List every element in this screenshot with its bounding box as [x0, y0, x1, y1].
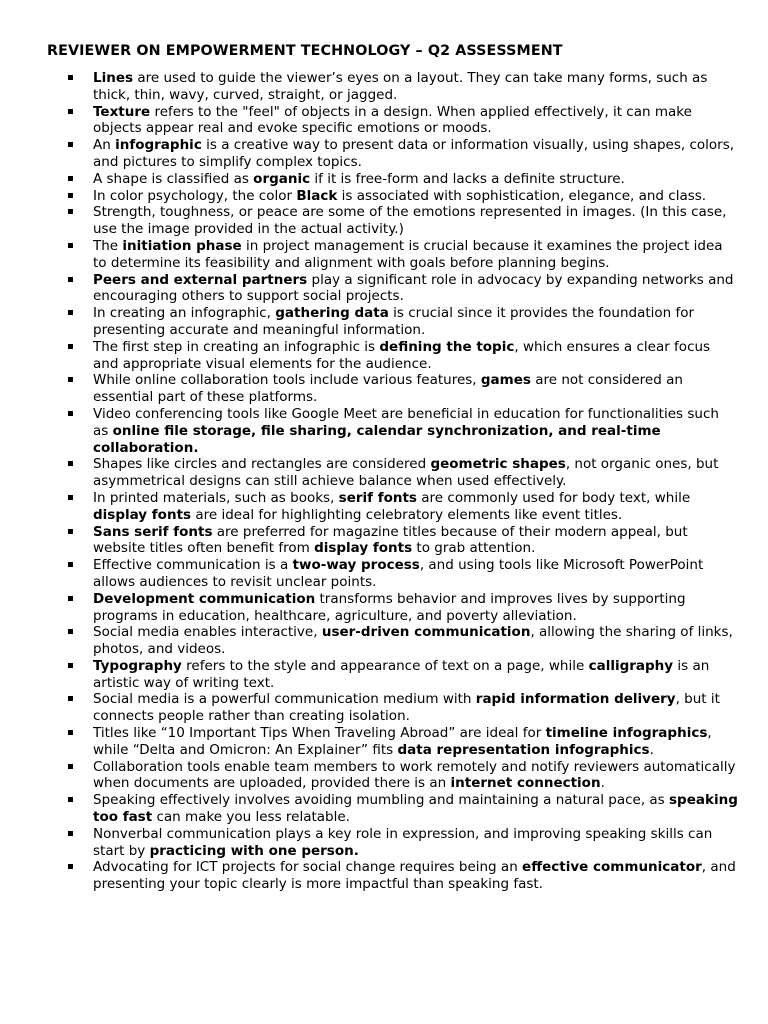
item-text: Effective communication is a	[93, 557, 293, 574]
bold-term: user-driven communication	[321, 624, 531, 641]
bullet-icon	[68, 696, 73, 701]
item-text: The	[93, 237, 123, 254]
list-item	[47, 372, 738, 406]
bullet-icon	[68, 529, 73, 534]
bullet-icon	[68, 243, 73, 248]
bullet-icon	[68, 193, 73, 198]
item-text: is associated with sophistication, elegance, and class.	[337, 187, 707, 204]
item-text: in project management is crucial because it examines the project idea to determine its feasibility and alignment with goals before planning begins.	[93, 237, 723, 271]
item-text: Social media enables interactive,	[93, 624, 322, 641]
bullet-icon	[68, 109, 73, 114]
list-item	[47, 557, 738, 591]
bold-term: rapid information delivery	[475, 691, 676, 708]
item-text: transforms behavior and improves lives by supporting programs in education, healthcare, agriculture, and poverty alleviation.	[93, 590, 686, 624]
list-item	[47, 759, 738, 793]
list-item	[47, 490, 738, 524]
list-item	[47, 691, 738, 725]
bullet-icon	[68, 461, 73, 466]
item-text: are commonly used for body text, while	[416, 489, 691, 506]
item-text: .	[649, 741, 654, 758]
item-text: Shapes like circles and rectangles are considered	[93, 456, 431, 473]
bold-term: defining the topic	[379, 338, 515, 355]
bullet-icon	[68, 495, 73, 500]
bold-term: initiation phase	[122, 237, 242, 254]
bold-term: geometric shapes	[430, 456, 566, 473]
list-item	[47, 238, 738, 272]
list-item	[47, 204, 738, 238]
item-text: are not considered an essential part of these platforms.	[93, 372, 683, 406]
item-text: , but it connects people rather than creating isolation.	[93, 691, 720, 725]
item-text: In color psychology, the color	[93, 187, 297, 204]
bold-term: gathering data	[275, 305, 389, 322]
bullet-icon	[68, 596, 73, 601]
bullet-icon	[68, 344, 73, 349]
list-item	[47, 104, 738, 138]
item-text: , allowing the sharing of links, photos, and videos.	[93, 624, 733, 658]
item-text: are preferred for magazine titles because of their modern appeal, but website titles often benefit from	[93, 523, 688, 557]
bold-term: display fonts	[93, 506, 192, 523]
bold-term: Sans serif fonts	[93, 523, 213, 540]
list-item	[47, 859, 738, 893]
bold-term: games	[480, 372, 531, 389]
item-text: In creating an infographic,	[93, 305, 276, 322]
list-item	[47, 188, 738, 205]
bullet-icon	[68, 764, 73, 769]
bold-term: serif fonts	[338, 489, 417, 506]
item-text: is a creative way to present data or information visually, using shapes, colors, and pictures to simplify complex topics.	[93, 137, 735, 170]
item-text: , and using tools like Microsoft PowerPoint allows audiences to revisit unclear points.	[93, 557, 704, 590]
bold-term: practicing with one person.	[149, 842, 359, 859]
bullet-icon	[68, 411, 73, 416]
item-text: Speaking effectively involves avoiding mumbling and maintaining a natural pace, as	[93, 792, 670, 809]
item-text: is an artistic way of writing text.	[93, 657, 710, 691]
item-text: While online collaboration tools include various features,	[93, 372, 481, 389]
bullet-icon	[68, 176, 73, 181]
bullet-icon	[68, 562, 73, 567]
bullet-icon	[68, 75, 73, 80]
bold-term: calligraphy	[588, 657, 674, 674]
list-item	[47, 70, 738, 104]
list-item	[47, 624, 738, 658]
item-text: , and presenting your topic clearly is more impactful than speaking fast.	[93, 859, 736, 893]
item-text: to grab attention.	[412, 540, 536, 557]
bullet-list	[47, 70, 738, 893]
bold-term: Lines	[93, 70, 134, 86]
list-item	[47, 171, 738, 188]
item-text: Strength, toughness, or peace are some of the emotions represented in images. (In this case, use the image provided in the actual activity.)	[93, 204, 727, 238]
item-text: , while “Delta and Omicron: An Explainer” fits	[93, 725, 712, 758]
item-text: play a significant role in advocacy by expanding networks and encouraging others to support social projects.	[93, 271, 734, 305]
item-text: Nonverbal communication plays a key role in expression, and improving speaking skills can start by	[93, 825, 713, 859]
list-item	[47, 137, 738, 171]
list-item	[47, 305, 738, 339]
item-text: A shape is classified as	[93, 170, 254, 187]
bullet-icon	[68, 629, 73, 634]
bold-term: Black	[296, 187, 338, 204]
list-item	[47, 456, 738, 490]
item-text: can make you less relatable.	[152, 809, 350, 826]
bold-term: internet connection	[450, 775, 601, 792]
item-text: is crucial since it provides the foundation for presenting accurate and meaningful information.	[93, 305, 695, 338]
bullet-icon	[68, 730, 73, 735]
item-text: , not organic ones, but asymmetrical designs can still achieve balance when used effectively.	[93, 456, 719, 490]
bold-term: effective communicator	[522, 859, 702, 876]
bold-term: infographic	[115, 137, 202, 154]
item-text: if it is free-form and lacks a definite structure.	[310, 170, 625, 187]
bold-term: speaking too fast	[93, 792, 738, 826]
item-text: The first step in creating an infographic is	[93, 338, 380, 355]
bullet-icon	[68, 310, 73, 315]
bullet-icon	[68, 277, 73, 282]
bold-term: timeline infographics	[545, 725, 708, 742]
bold-term: data representation infographics	[397, 741, 650, 758]
bullet-icon	[68, 864, 73, 869]
list-item	[47, 792, 738, 826]
item-text: refers to the style and appearance of text on a page, while	[181, 657, 589, 674]
bold-term: Texture	[93, 103, 151, 120]
item-text: Collaboration tools enable team members to work remotely and notify reviewers automatically when documents are uploaded, provided there is an	[93, 758, 736, 792]
bullet-icon	[68, 142, 73, 147]
bullet-icon	[68, 831, 73, 836]
list-item	[47, 658, 738, 692]
bullet-icon	[68, 663, 73, 668]
item-text: Advocating for ICT projects for social change requires being an	[93, 859, 523, 876]
item-text: Video conferencing tools like Google Meet are beneficial in education for functionalities such as	[93, 405, 719, 439]
item-text: An	[93, 137, 116, 154]
item-text: .	[600, 775, 605, 792]
item-text: Social media is a powerful communication medium with	[93, 691, 476, 708]
item-text: In printed materials, such as books,	[93, 489, 339, 506]
list-item	[47, 272, 738, 306]
bold-term: display fonts	[314, 540, 413, 557]
list-item	[47, 524, 738, 558]
item-text: refers to the "feel" of objects in a design. When applied effectively, it can make objects appear real and evoke specific emotions or moods.	[93, 103, 692, 137]
list-item	[47, 725, 738, 759]
item-text: Titles like “10 Important Tips When Traveling Abroad” are ideal for	[93, 725, 546, 742]
bold-term: two-way process	[292, 557, 420, 574]
list-item	[47, 826, 738, 860]
document-title: REVIEWER ON EMPOWERMENT TECHNOLOGY – Q2 ASSESSMENT	[47, 43, 563, 59]
bullet-icon	[68, 797, 73, 802]
item-text: are ideal for highlighting celebratory elements like event titles.	[191, 506, 623, 523]
bold-term: online file storage, file sharing, calendar synchronization, and real-time collaboration.	[93, 422, 661, 456]
bold-term: Development communication	[93, 590, 316, 607]
item-text: , which ensures a clear focus and appropriate visual elements for the audience.	[93, 338, 711, 372]
list-item	[47, 591, 738, 625]
bold-term: Typography	[93, 657, 182, 674]
bullet-icon	[68, 209, 73, 214]
bold-term: organic	[253, 170, 311, 187]
bullet-icon	[68, 377, 73, 382]
list-item	[47, 339, 738, 373]
bold-term: Peers and external partners	[93, 271, 308, 288]
list-item	[47, 406, 738, 456]
item-text: are used to guide the viewer’s eyes on a layout. They can take many forms, such as thick, thin, wavy, curved, straight, or jagged.	[93, 70, 708, 103]
